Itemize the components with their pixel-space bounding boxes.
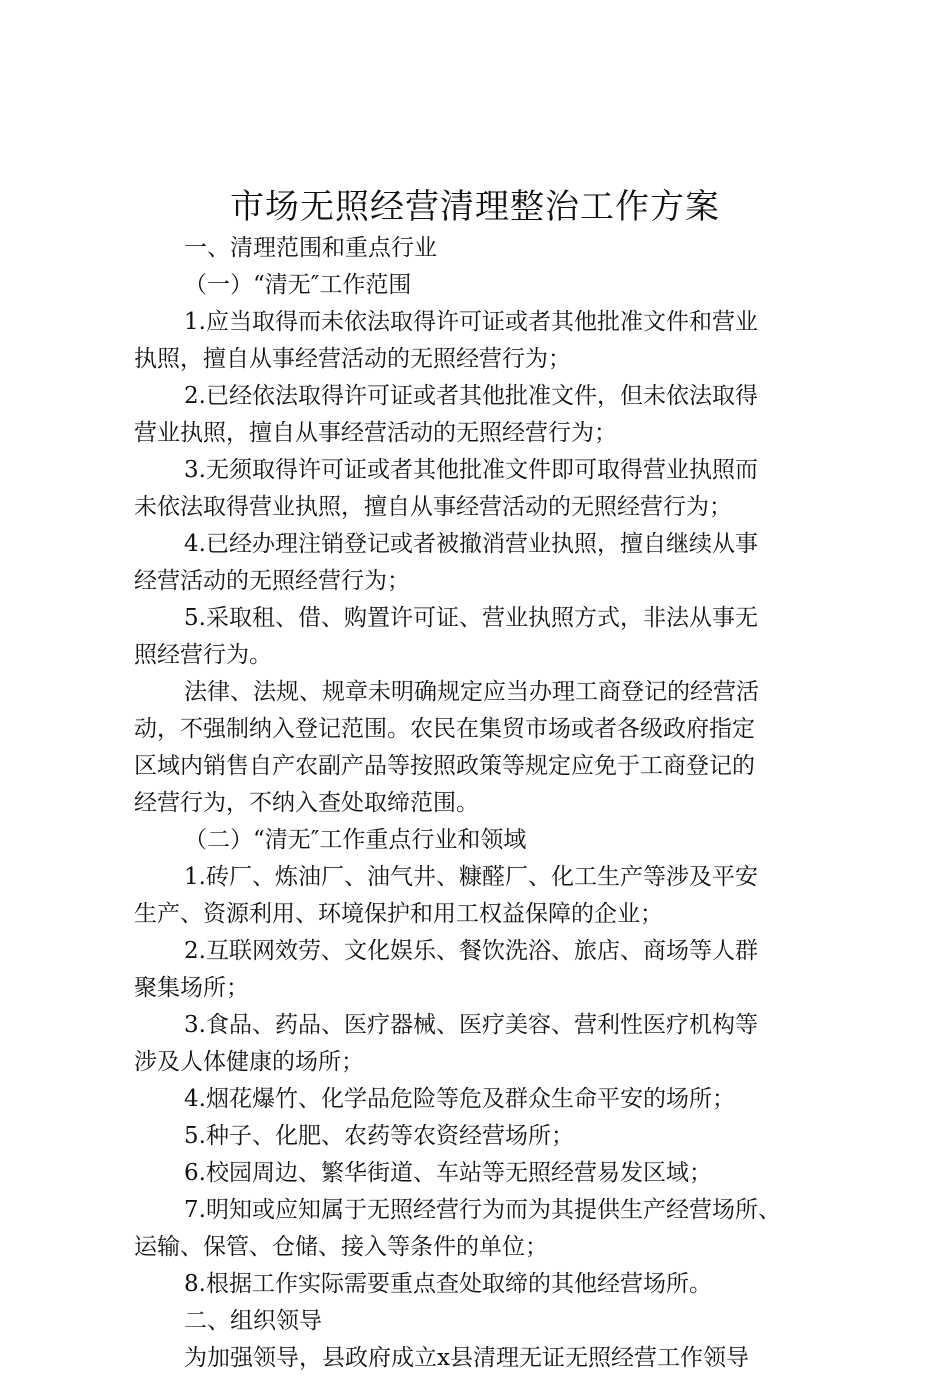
text-line: 聚集场所；	[134, 975, 249, 1001]
text-line: 2.已经依法取得许可证或者其他批准文件，但未依法取得	[184, 383, 758, 409]
text-line: 运输、保管、仓储、接入等条件的单位；	[134, 1234, 548, 1260]
text-line: 3.食品、药品、医疗器械、医疗美容、营利性医疗机构等	[184, 1012, 758, 1038]
text-line: 经营活动的无照经营行为；	[134, 568, 410, 594]
document-title: 市场无照经营清理整治工作方案	[230, 187, 720, 227]
text-line: 2.互联网效劳、文化娱乐、餐饮洗浴、旅店、商场等人群	[184, 938, 758, 964]
text-line: （一）“清无″工作范围	[184, 272, 412, 298]
text-line: 8.根据工作实际需要重点查处取缔的其他经营场所。	[184, 1271, 712, 1297]
text-line: （二）“清无″工作重点行业和领域	[184, 827, 527, 853]
text-line: 5.采取租、借、购置许可证、营业执照方式，非法从事无	[184, 605, 758, 631]
text-line: 4.烟花爆竹、化学品危险等危及群众生命平安的场所；	[184, 1086, 735, 1112]
text-line: 照经营行为。	[134, 642, 272, 668]
text-line: 生产、资源利用、环境保护和用工权益保障的企业；	[134, 901, 663, 927]
text-line: 4.已经办理注销登记或者被撤消营业执照，擅自继续从事	[184, 531, 758, 557]
text-line: 法律、法规、规章未明确规定应当办理工商登记的经营活	[184, 679, 759, 705]
text-line: 经营行为，不纳入查处取缔范围。	[134, 790, 479, 816]
text-line: 营业执照，擅自从事经营活动的无照经营行为；	[134, 420, 617, 446]
text-line: 7.明知或应知属于无照经营行为而为其提供生产经营场所、	[184, 1197, 781, 1223]
text-line: 5.种子、化肥、农药等农资经营场所；	[184, 1123, 574, 1149]
text-line: 3.无须取得许可证或者其他批准文件即可取得营业执照而	[184, 457, 758, 483]
text-line: 1.砖厂、炼油厂、油气井、糠醛厂、化工生产等涉及平安	[184, 864, 758, 890]
text-line: 1.应当取得而未依法取得许可证或者其他批准文件和营业	[184, 309, 758, 335]
text-line: 未依法取得营业执照，擅自从事经营活动的无照经营行为；	[134, 494, 732, 520]
text-line: 一、清理范围和重点行业	[184, 235, 437, 261]
text-line: 涉及人体健康的场所；	[134, 1049, 364, 1075]
text-line: 二、组织领导	[184, 1308, 322, 1334]
document-body	[134, 230, 824, 1377]
text-line: 动，不强制纳入登记范围。农民在集贸市场或者各级政府指定	[134, 716, 755, 742]
text-line: 执照，擅自从事经营活动的无照经营行为；	[134, 346, 571, 372]
line-list	[134, 230, 824, 1377]
text-line: 为加强领导，县政府成立x县清理无证无照经营工作领导	[184, 1345, 749, 1371]
text-line: 6.校园周边、繁华街道、车站等无照经营易发区域；	[184, 1160, 712, 1186]
text-line: 区域内销售自产农副产品等按照政策等规定应免于工商登记的	[134, 753, 755, 779]
